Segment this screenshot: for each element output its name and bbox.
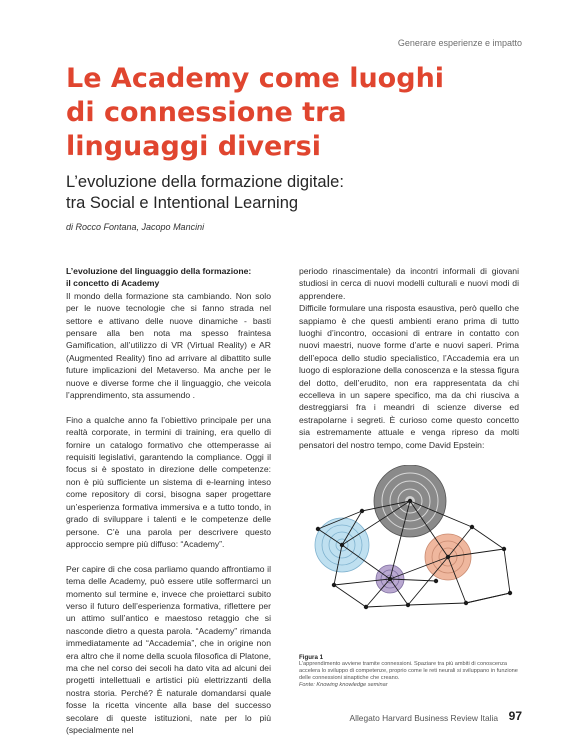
title-line: Le Academy come luoghi xyxy=(66,63,445,94)
page-number: 97 xyxy=(508,709,522,723)
byline: di Rocco Fontana, Jacopo Mancini xyxy=(66,222,205,232)
paragraph: Difficile formulare una risposta esaustiva, però quello che sappiamo è che questi ambienti erano prima di tutto luoghi d’incontro, occasioni di entrare in contatto con nuovi maestri, nuove forme d’arte e nuovi saperi. Prima dell’epoca dello studio specialistico, l’Accademia era un luogo di esplorazione della conoscenza e la stessa figura del dotto, dell’erudito, non era rappresentata da chi eccelleva in un sapere specifico, ma da chi riusciva a destreggiarsi fra i meandri di scienze diverse ed estrapolarne i segreti. È curioso come questo concetto sia estremamente attuale e venga ripreso da molti pensatori del nostro tempo, come David Epstein: xyxy=(299,303,519,450)
article-title xyxy=(66,62,536,164)
paragraph: Il mondo della formazione sta cambiando. Non solo per le nuove tecnologie che si fanno strada nel settore e attivano delle nuove dinamiche - basti pensare alla ben nota ma spesso fraintesa Gamification, all’utilizzo di VR (Virtual Reality) e AR (Augmented Reality) fino ad arrivare al dibattito sulle future implicazioni del Metaverso. Ma anche per le nuove e diverse forme che il linguaggio, che veicola l’apprendimento, sta assumendo . xyxy=(66,290,271,401)
subtitle-line: L’evoluzione della formazione digitale: xyxy=(66,173,344,191)
figure-caption-text: L’apprendimento avviene tramite connessioni. Spaziare tra più ambiti di conoscenza accelera lo sviluppo di competenze, proprio come le reti neurali si sviluppano in funzione delle connessioni sinaptiche che creano. xyxy=(299,661,518,681)
figure-label: Figura 1 xyxy=(299,654,324,661)
section-heading-line1: L’evoluzione del linguaggio della formazione: xyxy=(66,266,252,276)
title-line: di connessione tra xyxy=(66,97,347,128)
section-heading xyxy=(66,265,271,290)
section-heading-line2: il concetto di Academy xyxy=(66,278,160,289)
article-subtitle xyxy=(66,172,536,214)
paragraph: Per capire di che cosa parliamo quando affrontiamo il tema delle Academy, può essere utile soffermarci un momento sul termine e, invece che proiettarci subito verso il futuro dell’esperienza formativa, riflettere per un attimo sull’antico e maestoso retaggio che si nasconde dietro a questa parola. “Academy” rimanda immediatamente ad “Accademia”, che in origine non era altro che il nome della scuola filosofica di Platone, ma che nel corso dei secoli ha dato vita ad alcuni dei progetti intellettuali e artistici più elettrizzanti della nostra storia. Perché? È naturale domandarsi quale fosse la ricetta vincente alla base del successo secolare di queste istituzioni, nate per lo più (specialmente nel xyxy=(66,563,271,735)
network-figure xyxy=(296,465,524,629)
subtitle-line: tra Social e Intentional Learning xyxy=(66,194,299,212)
left-column xyxy=(66,265,271,749)
paragraph: Fino a qualche anno fa l’obiettivo principale per una realtà corporate, in termini di training, era quello di fornire un catalogo formativo che ottemperasse ai requisiti legislativi, garantendo la compliance. Oggi il focus si è spostato in direzione delle competenze: non è più sufficiente un sistema di e-learning inteso come repository di corsi, bisogna saper progettare un’esperienza formativa immersiva e a tutto tondo, in grado di sviluppare i talenti e le competenze delle persone. C’è una parola per descrivere questo approccio sempre più diffuso: “Academy”. xyxy=(66,414,271,549)
figure-caption xyxy=(299,654,521,689)
right-column xyxy=(299,265,519,463)
section-label: Generare esperienze e impatto xyxy=(397,38,522,48)
title-line: linguaggi diversi xyxy=(66,131,321,162)
paragraph: periodo rinascimentale) da incontri informali di giovani studiosi in cerca di nuovi modelli culturali e nuovi modi di apprendere. xyxy=(299,266,519,301)
publication-name: Allegato Harvard Business Review Italia xyxy=(349,713,498,723)
figure-source: Fonte: Knowing knowledge seminar xyxy=(299,682,388,688)
